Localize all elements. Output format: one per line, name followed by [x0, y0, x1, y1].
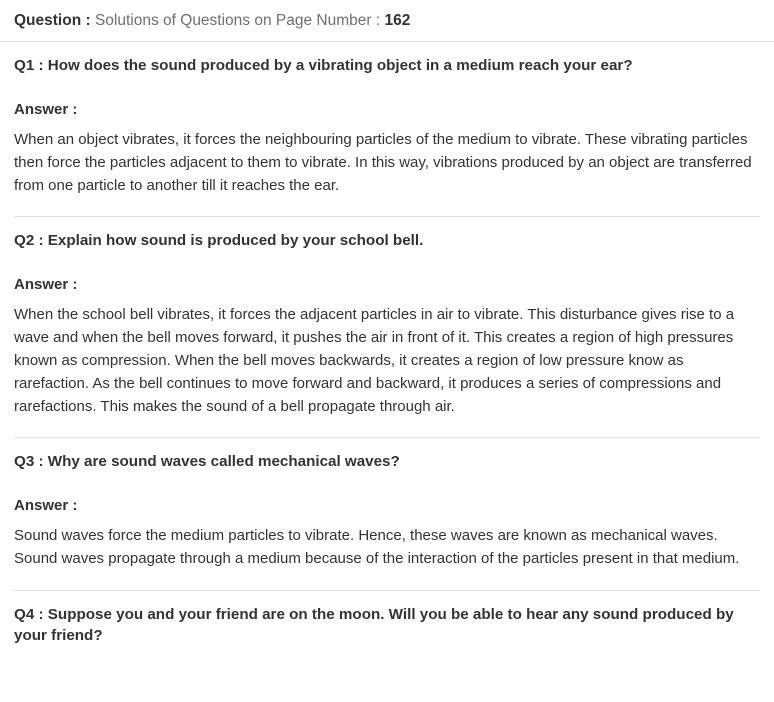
question-line: [14, 42, 760, 77]
question-text: Explain how sound is produced by your school bell.: [47, 232, 424, 250]
page-title: Solutions of Questions on Page Number :: [94, 12, 381, 29]
question-text: Why are sound waves called mechanical waves?: [47, 453, 400, 471]
answer-label: Answer :: [14, 497, 78, 515]
question-text: Suppose you and your friend are on the moon. Will you be able to hear any sound produced by your friend?: [14, 605, 734, 644]
qa-item-3: [0, 438, 774, 591]
qa-item-2: [0, 217, 774, 438]
qa-item-4: [0, 591, 774, 647]
answer-text: When the school bell vibrates, it forces the adjacent particles in air to vibrate. This disturbance gives rise to a wave and when the bell moves forward, it pushes the air in front of it. This creates a region of high pressures known as compression. When the bell moves backwards, it creates a region of low pressure know as rarefaction. As the bell continues to move forward and backward, it produces a series of compressions and rarefactions. This makes the sound of a bell propagate through air.: [14, 306, 735, 415]
page-number: 162: [384, 12, 411, 29]
answer-text: When an object vibrates, it forces the neighbouring particles of the medium to vibrate. These vibrating particles then force the particles adjacent to them to vibrate. In this way, vibrations produced by an object are transferred from one particle to another till it reaches the ear.: [14, 130, 752, 194]
question-line: [14, 591, 760, 647]
qa-item-1: [0, 42, 774, 217]
question-number: Q3 :: [14, 453, 44, 471]
answer-label: Answer :: [14, 276, 78, 294]
question-line: [14, 217, 760, 252]
question-number: Q4 :: [14, 605, 44, 623]
answer-label: Answer :: [14, 100, 78, 118]
answer-text: Sound waves force the medium particles to vibrate. Hence, these waves are known as mechanical waves. Sound waves propagate through a medium because of the interaction of the particles present in that medium.: [14, 527, 740, 568]
question-text: How does the sound produced by a vibrating object in a medium reach your ear?: [47, 57, 633, 74]
question-label: Question :: [14, 12, 91, 29]
question-line: [14, 438, 760, 473]
question-number: Q2 :: [14, 232, 44, 250]
bottom-spacer: [0, 647, 774, 653]
question-number: Q1 :: [14, 57, 44, 74]
page-header: [0, 0, 774, 42]
